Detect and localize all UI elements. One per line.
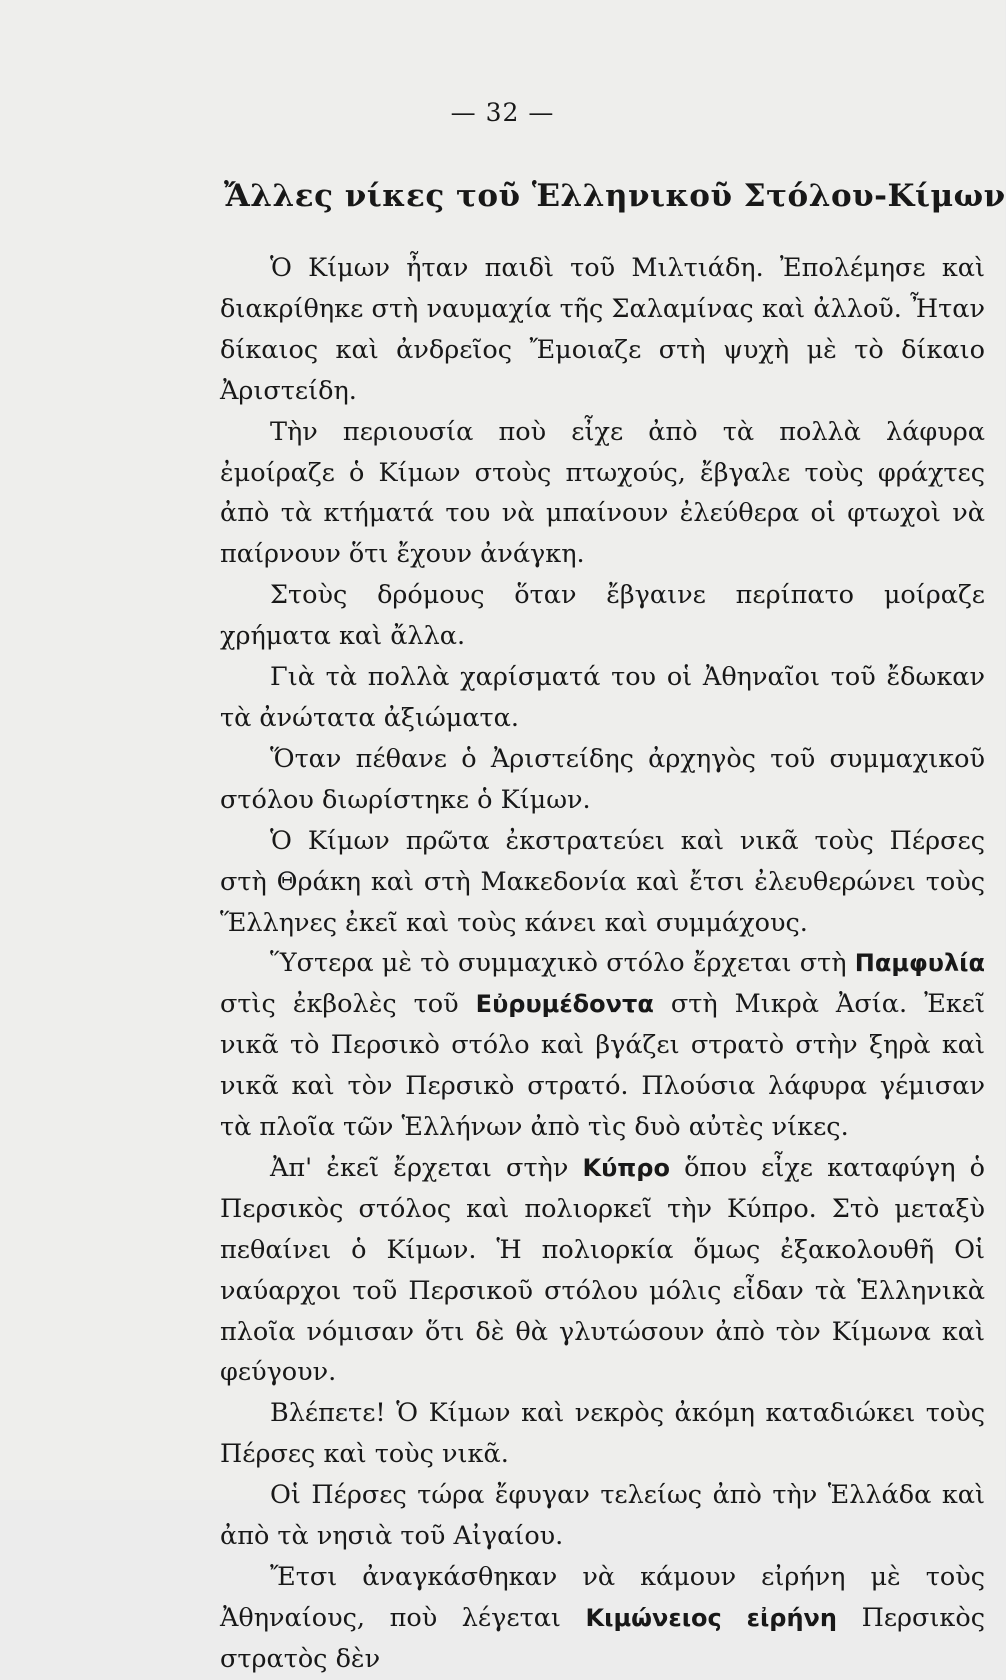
paragraph [220, 412, 985, 576]
paragraph [220, 657, 985, 739]
paragraph-text: Ὁ Κίμων πρῶτα ἐκστρατεύει καὶ νικᾶ τοὺς Πέρσες στὴ Θράκη καὶ στὴ Μακεδονία καὶ ἔτσι ἐλευθερώνει τοὺς Ἕλληνες ἐκεῖ καὶ τοὺς κάνει καὶ συμμάχους. [220, 825, 985, 938]
paragraph [220, 248, 985, 412]
paragraph-text: Βλέπετε! Ὁ Κίμων καὶ νεκρὸς ἀκόμη καταδιώκει τοὺς Πέρσες καὶ τοὺς νικᾶ. [220, 1398, 985, 1470]
paragraph-text: Στοὺς δρόμους ὅταν ἔβγαινε περίπατο μοίραζε χρήματα καὶ ἄλλα. [220, 580, 985, 652]
paragraph-text: Τὴν περιουσία ποὺ εἶχε ἀπὸ τὰ πολλὰ λάφυρα ἐμοίραζε ὁ Κίμων στοὺς πτωχούς, ἔβγαλε τοὺς φράχτες ἀπὸ τὰ κτήματά του νὰ μπαίνουν ἐλεύθερα οἱ φτωχοὶ νὰ παίρνουν ὅτι ἔχουν ἀνάγκη. [220, 416, 985, 570]
paragraph [220, 1393, 985, 1475]
page-number: — 32 — [450, 98, 555, 127]
paragraph [220, 575, 985, 657]
paragraph [220, 1475, 985, 1557]
paragraph [220, 739, 985, 821]
paragraph-text: Ἔτσι ἀναγκάσθηκαν νὰ κάμουν εἰρήνη μὲ τοὺς Ἀθηναίους, ποὺ λέγεται [220, 1562, 985, 1633]
paragraph-text: Ὁ Κίμων ἦταν παιδὶ τοῦ Μιλτιάδη. Ἐπολέμησε καὶ διακρίθηκε στὴ ναυμαχία τῆς Σαλαμίνας καὶ ἀλλοῦ. Ἦταν δίκαιος καὶ ἀνδρεῖος Ἔμοιαζε στὴ ψυχὴ μὲ τὸ δίκαιο Ἀριστείδη. [220, 253, 985, 406]
paragraph [220, 943, 985, 1148]
paragraph-text: στὶς ἐκβολὲς τοῦ [220, 989, 459, 1020]
paragraph [220, 1148, 985, 1393]
place-name-pamphylia: Παμφυλία [854, 949, 985, 978]
paragraph-text: Ὅταν πέθανε ὁ Ἀριστείδης ἀρχηγὸς τοῦ συμμαχικοῦ στόλου διωρίστηκε ὁ Κίμων. [220, 743, 985, 815]
place-name-eurymedon: Εὐρυμέδοντα [475, 990, 654, 1019]
paragraph-text: ὅπου εἶχε καταφύγη ὁ Περσικὸς στόλος καὶ πολιορκεῖ τὴν Κύπρο. Στὸ μεταξὺ πεθαίνει ὁ Κίμων. Ἡ πολιορκία ὅμως ἐξακολουθῆ Οἱ ναύαρχοι τοῦ Περσικοῦ στόλου μόλις εἶδαν τὰ Ἑλληνικὰ πλοῖα νόμισαν ὅτι δὲ θὰ γλυτώσουν ἀπὸ τὸν Κίμωνα καὶ φεύγουν. [220, 1152, 985, 1388]
paragraph-text: Περσικὸς στρατὸς δὲν [220, 1602, 985, 1674]
paragraph [220, 821, 985, 944]
paragraph [220, 1557, 985, 1680]
term-cimonian-peace: Κιμώνειος εἰρήνη [585, 1603, 837, 1632]
paragraph-text: Ἀπ' ἐκεῖ ἔρχεται στὴν [270, 1152, 569, 1183]
place-name-cyprus: Κύπρο [582, 1153, 670, 1182]
paragraph-text: Γιὰ τὰ πολλὰ χαρίσματά του οἱ Ἀθηναῖοι τοῦ ἔδωκαν τὰ ἀνώτατα ἀξιώματα. [220, 662, 985, 733]
paragraph-text: στὴ Μικρὰ Ἀσία. Ἐκεῖ νικᾶ τὸ Περσικὸ στόλο καὶ βγάζει στρατὸ στὴν ξηρὰ καὶ νικᾶ καὶ τὸν Περσικὸ στρατό. Πλούσια λάφυρα γέμισαν τὰ πλοῖα τῶν Ἑλλήνων ἀπὸ τὶς δυὸ αὐτὲς νίκες. [220, 989, 985, 1143]
paragraph-text: Οἱ Πέρσες τώρα ἔφυγαν τελείως ἀπὸ τὴν Ἑλλάδα καὶ ἀπὸ τὰ νησιὰ τοῦ Αἰγαίου. [220, 1480, 985, 1552]
body-text [220, 248, 985, 1680]
paragraph-text: Ὕστερα μὲ τὸ συμμαχικὸ στόλο ἔρχεται στὴ [270, 948, 847, 979]
chapter-title: Ἄλλες νίκες τοῦ Ἑλληνικοῦ Στόλου-Κίμων [224, 178, 1006, 214]
